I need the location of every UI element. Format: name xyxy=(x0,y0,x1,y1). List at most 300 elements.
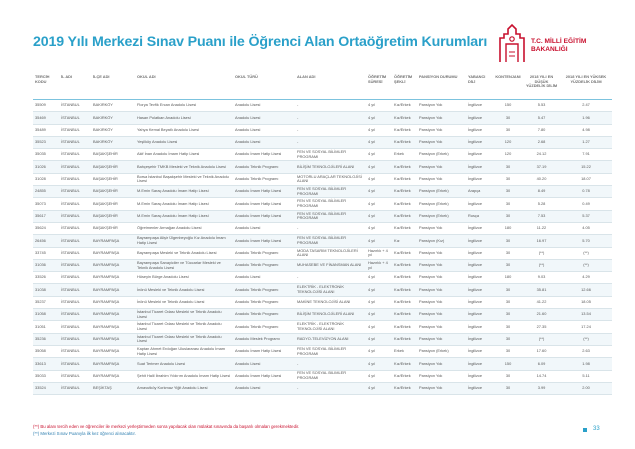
cell-ilce-adi: BAYRAMPAŞA xyxy=(91,235,135,247)
cell-okul-turu: Anadolu Lisesi xyxy=(233,136,295,148)
cell-okul-turu: Anadolu Lisesi xyxy=(233,272,295,284)
cell-pansiyon-durumu: Pansiyon Yok xyxy=(417,382,466,394)
cell-ogretim-sekli: Erkek xyxy=(392,345,417,357)
cell-ilce-adi: BAYRAMPAŞA xyxy=(91,321,135,333)
cell-tercih-kodu: 35624 xyxy=(33,222,59,234)
cell-ogretim-suresi: 4 yıl xyxy=(366,198,392,210)
cell-ogretim-sekli: Kız/Erkek xyxy=(392,247,417,259)
cell-kontenjani: 30 xyxy=(493,309,523,321)
cell-okul-adi: M.Emin Saraç Anadolu İmam Hatip Lisesi xyxy=(135,186,233,198)
table-row xyxy=(33,309,612,321)
cell-okul-adi: Bayrampaşa Alişir Ülgenbeyoğlu Kız Anadolu İmam Hatip Lisesi xyxy=(135,235,233,247)
cell-pansiyon-durumu: Pansiyon Yok xyxy=(417,222,466,234)
header-ogretim-suresi: ÖĞRETİM SÜRESİ xyxy=(366,74,392,100)
cell-okul-adi: M.Emin Saraç Anadolu İmam Hatip Lisesi xyxy=(135,210,233,222)
cell-ilce-adi: BAYRAMPAŞA xyxy=(91,309,135,321)
cell-yabanci-dili: İngilizce xyxy=(466,382,493,394)
cell-pansiyon-durumu: Pansiyon Yok xyxy=(417,358,466,370)
footnote-interview: (**) Bu alanı tercih eden ve öğrenciler ile merkezi yerleştirmeden sonra yapılacak olan mülakat sınavında da başarılı olmaları gerekmektedir. xyxy=(33,424,300,429)
cell-en-yuksek-dilim: 2.63 xyxy=(560,345,612,357)
cell-pansiyon-durumu: Pansiyon Yok xyxy=(417,370,466,382)
cell-yabanci-dili: Rusça xyxy=(466,210,493,222)
cell-ogretim-sekli: Kız/Erkek xyxy=(392,296,417,308)
cell-alan-adi: - xyxy=(295,222,366,234)
cell-yabanci-dili: İngilizce xyxy=(466,296,493,308)
cell-okul-adi: İnönü Mesleki ve Teknik Anadolu Lisesi xyxy=(135,296,233,308)
cell-kontenjani: 30 xyxy=(493,247,523,259)
cell-okul-adi: Akif İnan Anadolu İmam Hatip Lisesi xyxy=(135,149,233,161)
cell-kontenjani: 30 xyxy=(493,173,523,185)
cell-alan-adi: RADYO-TELEVİZYON ALANI xyxy=(295,333,366,345)
cell-en-dusuk-dilim: 9.03 xyxy=(523,272,560,284)
cell-il-adi: İSTANBUL xyxy=(59,358,91,370)
cell-yabanci-dili: İngilizce xyxy=(466,370,493,382)
cell-tercih-kodu: 31028 xyxy=(33,173,59,185)
cell-okul-turu: Anadolu Teknik Programı xyxy=(233,309,295,321)
cell-okul-turu: Anadolu İmam Hatip Lisesi xyxy=(233,186,295,198)
cell-ilce-adi: BAYRAMPAŞA xyxy=(91,358,135,370)
cell-kontenjani: 30 xyxy=(493,161,523,173)
cell-il-adi: İSTANBUL xyxy=(59,321,91,333)
cell-en-dusuk-dilim: 27.35 xyxy=(523,321,560,333)
cell-okul-turu: Anadolu Lisesi xyxy=(233,222,295,234)
header-il-adi: İL ADI xyxy=(59,74,91,100)
table-row xyxy=(33,210,612,222)
cell-ilce-adi: BAKIRKÖY xyxy=(91,100,135,112)
cell-alan-adi: ELEKTRİK - ELEKTRONİK TEKNOLOJİSİ ALANI xyxy=(295,284,366,296)
cell-ilce-adi: BAŞAKŞEHİR xyxy=(91,173,135,185)
cell-alan-adi: BİLİŞİM TEKNOLOJİLERİ ALANI xyxy=(295,309,366,321)
table-row xyxy=(33,259,612,271)
header-ogretim-sekli: ÖĞRETİM ŞEKLİ xyxy=(392,74,417,100)
page-title: 2019 Yılı Merkezi Sınav Puanı ile Öğrenci Alan Ortaöğretim Kurumları xyxy=(33,34,488,50)
cell-il-adi: İSTANBUL xyxy=(59,210,91,222)
cell-okul-adi: Şehit Halil İbrahim Yıldırım Anadolu İmam Hatip Lisesi xyxy=(135,370,233,382)
cell-okul-adi: M.Emin Saraç Anadolu İmam Hatip Lisesi xyxy=(135,198,233,210)
header-en-dusuk-dilim: 2018 YILI EN DÜŞÜK YÜZDELİK DİLİM xyxy=(523,74,560,100)
table-body xyxy=(33,100,612,395)
cell-okul-adi: Öğretmenler Armağan Anadolu Lisesi xyxy=(135,222,233,234)
cell-yabanci-dili: İngilizce xyxy=(466,112,493,124)
cell-okul-turu: Anadolu Teknik Programı xyxy=(233,259,295,271)
cell-il-adi: İSTANBUL xyxy=(59,309,91,321)
cell-ilce-adi: BAŞAKŞEHİR xyxy=(91,210,135,222)
cell-okul-turu: Anadolu Teknik Programı xyxy=(233,161,295,173)
cell-pansiyon-durumu: Pansiyon (Erkek) xyxy=(417,149,466,161)
cell-il-adi: İSTANBUL xyxy=(59,382,91,394)
cell-yabanci-dili: İngilizce xyxy=(466,198,493,210)
cell-en-dusuk-dilim: 16.97 xyxy=(523,235,560,247)
cell-ogretim-suresi: 4 yıl xyxy=(366,284,392,296)
cell-en-yuksek-dilim: 0.78 xyxy=(560,186,612,198)
cell-tercih-kodu: 26456 xyxy=(33,235,59,247)
cell-ogretim-suresi: 4 yıl xyxy=(366,358,392,370)
cell-kontenjani: 30 xyxy=(493,198,523,210)
header-okul-adi: OKUL ADI xyxy=(135,74,233,100)
cell-alan-adi: FEN VE SOSYAL BİLİMLER PROGRAMI xyxy=(295,198,366,210)
cell-ogretim-suresi: 4 yıl xyxy=(366,186,392,198)
cell-en-yuksek-dilim: 13.54 xyxy=(560,309,612,321)
table-row xyxy=(33,382,612,394)
cell-yabanci-dili: İngilizce xyxy=(466,124,493,136)
table-header-row xyxy=(33,74,612,100)
cell-il-adi: İSTANBUL xyxy=(59,161,91,173)
table-row xyxy=(33,186,612,198)
cell-okul-adi: Suat Terimer Anadolu Lisesi xyxy=(135,358,233,370)
ministry-seal-icon xyxy=(497,22,527,64)
cell-tercih-kodu: 33526 xyxy=(33,272,59,284)
table-row xyxy=(33,198,612,210)
table-row xyxy=(33,124,612,136)
cell-okul-turu: Anadolu Lisesi xyxy=(233,112,295,124)
cell-ogretim-suresi: 4 yıl xyxy=(366,370,392,382)
cell-en-dusuk-dilim: 7.80 xyxy=(523,124,560,136)
cell-okul-turu: Anadolu Meslek Programı xyxy=(233,333,295,345)
cell-kontenjani: 30 xyxy=(493,370,523,382)
cell-il-adi: İSTANBUL xyxy=(59,124,91,136)
cell-il-adi: İSTANBUL xyxy=(59,112,91,124)
cell-okul-turu: Anadolu Teknik Programı xyxy=(233,321,295,333)
cell-okul-adi: Hüseyin Bürge Anadolu Lisesi xyxy=(135,272,233,284)
cell-yabanci-dili: İngilizce xyxy=(466,173,493,185)
table-row xyxy=(33,272,612,284)
cell-ogretim-sekli: Kız/Erkek xyxy=(392,124,417,136)
cell-kontenjani: 30 xyxy=(493,210,523,222)
cell-tercih-kodu: 31058 xyxy=(33,309,59,321)
cell-pansiyon-durumu: Pansiyon (Erkek) xyxy=(417,210,466,222)
cell-ogretim-suresi: 4 yıl xyxy=(366,210,392,222)
cell-okul-turu: Anadolu İmam Hatip Lisesi xyxy=(233,210,295,222)
cell-alan-adi: - xyxy=(295,136,366,148)
cell-en-yuksek-dilim: (**) xyxy=(560,333,612,345)
cell-yabanci-dili: İngilizce xyxy=(466,284,493,296)
table-row xyxy=(33,296,612,308)
cell-kontenjani: 150 xyxy=(493,358,523,370)
cell-ogretim-suresi: 4 yıl xyxy=(366,321,392,333)
cell-okul-adi: Arnavutköy Korkmaz Yiğit Anadolu Lisesi xyxy=(135,382,233,394)
cell-tercih-kodu: 35033 xyxy=(33,370,59,382)
cell-en-dusuk-dilim: 2.68 xyxy=(523,136,560,148)
cell-en-dusuk-dilim: 21.60 xyxy=(523,309,560,321)
cell-pansiyon-durumu: Pansiyon Yok xyxy=(417,309,466,321)
cell-en-dusuk-dilim: 8.49 xyxy=(523,186,560,198)
cell-alan-adi: FEN VE SOSYAL BİLİMLER PROGRAMI xyxy=(295,186,366,198)
cell-yabanci-dili: İngilizce xyxy=(466,161,493,173)
cell-alan-adi: MAKİNE TEKNOLOJİSİ ALANI xyxy=(295,296,366,308)
cell-alan-adi: - xyxy=(295,382,366,394)
cell-il-adi: İSTANBUL xyxy=(59,136,91,148)
cell-alan-adi: MUHASEBE VE FİNANSMAN ALANI xyxy=(295,259,366,271)
cell-alan-adi: FEN VE SOSYAL BİLİMLER PROGRAMI xyxy=(295,235,366,247)
cell-ogretim-sekli: Kız/Erkek xyxy=(392,222,417,234)
cell-tercih-kodu: 35523 xyxy=(33,136,59,148)
cell-kontenjani: 150 xyxy=(493,100,523,112)
cell-en-yuksek-dilim: 5.11 xyxy=(560,370,612,382)
cell-pansiyon-durumu: Pansiyon (Erkek) xyxy=(417,198,466,210)
cell-ogretim-sekli: Kız/Erkek xyxy=(392,259,417,271)
cell-en-yuksek-dilim: 1.96 xyxy=(560,112,612,124)
cell-kontenjani: 30 xyxy=(493,296,523,308)
cell-okul-adi: İstanbul Ticaret Odası Mesleki ve Teknik Anadolu Lisesi xyxy=(135,309,233,321)
cell-pansiyon-durumu: Pansiyon Yok xyxy=(417,124,466,136)
cell-en-yuksek-dilim: 12.66 xyxy=(560,284,612,296)
cell-en-yuksek-dilim: 2.00 xyxy=(560,382,612,394)
cell-okul-turu: Anadolu Teknik Programı xyxy=(233,284,295,296)
cell-alan-adi: - xyxy=(295,358,366,370)
cell-okul-adi: Bayrampaşa Sanayiciler ve Tüccarlar Mesleki ve Teknik Anadolu Lisesi xyxy=(135,259,233,271)
cell-yabanci-dili: İngilizce xyxy=(466,149,493,161)
cell-kontenjani: 120 xyxy=(493,149,523,161)
cell-pansiyon-durumu: Pansiyon Yok xyxy=(417,136,466,148)
cell-ogretim-suresi: 4 yıl xyxy=(366,272,392,284)
cell-ilce-adi: BAŞAKŞEHİR xyxy=(91,198,135,210)
cell-pansiyon-durumu: Pansiyon (Kız) xyxy=(417,235,466,247)
table-row xyxy=(33,149,612,161)
cell-ogretim-suresi: 4 yıl xyxy=(366,222,392,234)
page-marker-icon xyxy=(583,428,587,432)
cell-ogretim-sekli: Kız/Erkek xyxy=(392,333,417,345)
cell-ogretim-suresi: 4 yıl xyxy=(366,333,392,345)
header-tercih-kodu: TERCİH KODU xyxy=(33,74,59,100)
cell-en-dusuk-dilim: 7.53 xyxy=(523,210,560,222)
cell-pansiyon-durumu: Pansiyon Yok xyxy=(417,161,466,173)
cell-en-dusuk-dilim: 41.22 xyxy=(523,296,560,308)
cell-okul-adi: İstanbul Ticaret Odası Mesleki ve Teknik Anadolu Lisesi xyxy=(135,321,233,333)
cell-tercih-kodu: 31026 xyxy=(33,161,59,173)
cell-ogretim-suresi: 4 yıl xyxy=(366,136,392,148)
cell-en-yuksek-dilim: (**) xyxy=(560,259,612,271)
ministry-name xyxy=(531,38,586,54)
table-row xyxy=(33,136,612,148)
cell-ogretim-suresi: 4 yıl xyxy=(366,161,392,173)
cell-kontenjani: 30 xyxy=(493,112,523,124)
cell-en-dusuk-dilim: 6.09 xyxy=(523,358,560,370)
cell-ogretim-sekli: Kız/Erkek xyxy=(392,173,417,185)
cell-ogretim-sekli: Kız/Erkek xyxy=(392,382,417,394)
cell-okul-turu: Anadolu Lisesi xyxy=(233,100,295,112)
cell-okul-adi: Hasan Polatkan Anadolu Lisesi xyxy=(135,112,233,124)
cell-tercih-kodu: 35073 xyxy=(33,198,59,210)
cell-alan-adi: - xyxy=(295,100,366,112)
cell-yabanci-dili: Arapça xyxy=(466,186,493,198)
cell-en-dusuk-dilim: 24.12 xyxy=(523,149,560,161)
table-row xyxy=(33,247,612,259)
cell-il-adi: İSTANBUL xyxy=(59,222,91,234)
cell-ogretim-sekli: Erkek xyxy=(392,149,417,161)
table-row xyxy=(33,100,612,112)
cell-ilce-adi: BAYRAMPAŞA xyxy=(91,247,135,259)
cell-okul-adi: Bayrampaşa Mesleki ve Teknik Anadolu Lisesi xyxy=(135,247,233,259)
cell-yabanci-dili: İngilizce xyxy=(466,272,493,284)
cell-en-dusuk-dilim: 3.99 xyxy=(523,382,560,394)
cell-okul-turu: Anadolu Lisesi xyxy=(233,358,295,370)
cell-en-dusuk-dilim: (**) xyxy=(523,247,560,259)
cell-yabanci-dili: İngilizce xyxy=(466,309,493,321)
cell-ogretim-sekli: Kız/Erkek xyxy=(392,321,417,333)
cell-en-yuksek-dilim: 5.70 xyxy=(560,235,612,247)
cell-pansiyon-durumu: Pansiyon Yok xyxy=(417,284,466,296)
cell-ilce-adi: BAYRAMPAŞA xyxy=(91,284,135,296)
table-row xyxy=(33,222,612,234)
cell-en-dusuk-dilim: 5.47 xyxy=(523,112,560,124)
table-row xyxy=(33,173,612,185)
cell-yabanci-dili: İngilizce xyxy=(466,235,493,247)
cell-en-dusuk-dilim: 14.74 xyxy=(523,370,560,382)
cell-okul-turu: Anadolu Lisesi xyxy=(233,124,295,136)
cell-ogretim-suresi: 4 yıl xyxy=(366,100,392,112)
cell-ogretim-suresi: 4 yıl xyxy=(366,112,392,124)
cell-tercih-kodu: 24855 xyxy=(33,186,59,198)
cell-okul-adi: Yeşilköy Anadolu Lisesi xyxy=(135,136,233,148)
cell-yabanci-dili: İngilizce xyxy=(466,100,493,112)
cell-okul-adi: Bahçeşehir TMKB Mesleki ve Teknik Anadolu Lisesi xyxy=(135,161,233,173)
cell-ogretim-sekli: Kız/Erkek xyxy=(392,358,417,370)
cell-ogretim-sekli: Kız/Erkek xyxy=(392,309,417,321)
cell-ogretim-sekli: Kız/Erkek xyxy=(392,370,417,382)
cell-pansiyon-durumu: Pansiyon Yok xyxy=(417,296,466,308)
cell-okul-turu: Anadolu İmam Hatip Lisesi xyxy=(233,149,295,161)
cell-ogretim-suresi: 4 yıl xyxy=(366,296,392,308)
header-alan-adi: ALAN ADI xyxy=(295,74,366,100)
cell-okul-adi: İnönü Mesleki ve Teknik Anadolu Lisesi xyxy=(135,284,233,296)
header-pansiyon-durumu: PANSİYON DURUMU xyxy=(417,74,466,100)
cell-en-yuksek-dilim: 5.37 xyxy=(560,210,612,222)
cell-ogretim-sekli: Kız/Erkek xyxy=(392,161,417,173)
cell-kontenjani: 180 xyxy=(493,222,523,234)
cell-okul-turu: Anadolu İmam Hatip Lisesi xyxy=(233,198,295,210)
cell-ogretim-sekli: Kız/Erkek xyxy=(392,210,417,222)
cell-yabanci-dili: İngilizce xyxy=(466,321,493,333)
cell-tercih-kodu: 33613 xyxy=(33,358,59,370)
cell-ogretim-suresi: 4 yıl xyxy=(366,382,392,394)
header-kontenjani: KONTENJANI xyxy=(493,74,523,100)
cell-en-yuksek-dilim: 4.29 xyxy=(560,272,612,284)
cell-kontenjani: 30 xyxy=(493,333,523,345)
cell-il-adi: İSTANBUL xyxy=(59,173,91,185)
cell-ogretim-sekli: Kız/Erkek xyxy=(392,100,417,112)
cell-pansiyon-durumu: Pansiyon Yok xyxy=(417,112,466,124)
cell-ilce-adi: BAYRAMPAŞA xyxy=(91,296,135,308)
cell-tercih-kodu: 35035 xyxy=(33,149,59,161)
cell-kontenjani: 30 xyxy=(493,382,523,394)
cell-alan-adi: FEN VE SOSYAL BİLİMLER PROGRAMI xyxy=(295,149,366,161)
cell-tercih-kodu: 33524 xyxy=(33,382,59,394)
cell-ilce-adi: BAYRAMPAŞA xyxy=(91,272,135,284)
header-ilce-adi: İLÇE ADI xyxy=(91,74,135,100)
cell-il-adi: İSTANBUL xyxy=(59,272,91,284)
page-number: 33 xyxy=(593,426,600,432)
header-yabanci-dili: YABANCI DİLİ xyxy=(466,74,493,100)
cell-ogretim-suresi: 4 yıl xyxy=(366,235,392,247)
cell-ilce-adi: BAŞAKŞEHİR xyxy=(91,186,135,198)
cell-ogretim-suresi: Hazırlık + 4 yıl xyxy=(366,247,392,259)
cell-ilce-adi: BAKIRKÖY xyxy=(91,124,135,136)
cell-okul-turu: Anadolu İmam Hatip Lisesi xyxy=(233,235,295,247)
cell-yabanci-dili: İngilizce xyxy=(466,345,493,357)
cell-en-yuksek-dilim: 15.22 xyxy=(560,161,612,173)
cell-tercih-kodu: 35489 xyxy=(33,124,59,136)
cell-tercih-kodu: 35469 xyxy=(33,112,59,124)
cell-okul-turu: Anadolu Teknik Programı xyxy=(233,247,295,259)
cell-okul-adi: Borsa İstanbul Başakşehir Mesleki ve Teknik Anadolu Lisesi xyxy=(135,173,233,185)
header-okul-turu: OKUL TÜRÜ xyxy=(233,74,295,100)
cell-pansiyon-durumu: Pansiyon Yok xyxy=(417,259,466,271)
cell-okul-adi: Florya Tevfik Ercan Anadolu Lisesi xyxy=(135,100,233,112)
cell-ogretim-suresi: 4 yıl xyxy=(366,149,392,161)
cell-okul-turu: Anadolu İmam Hatip Lisesi xyxy=(233,345,295,357)
cell-tercih-kodu: 35237 xyxy=(33,296,59,308)
cell-ogretim-sekli: Kız/Erkek xyxy=(392,198,417,210)
cell-ilce-adi: BAKIRKÖY xyxy=(91,136,135,148)
cell-tercih-kodu: 35236 xyxy=(33,333,59,345)
cell-alan-adi: FEN VE SOSYAL BİLİMLER PROGRAMI xyxy=(295,210,366,222)
cell-en-yuksek-dilim: 1.98 xyxy=(560,358,612,370)
cell-en-dusuk-dilim: (**) xyxy=(523,259,560,271)
cell-en-dusuk-dilim: 37.19 xyxy=(523,161,560,173)
cell-en-yuksek-dilim: 7.91 xyxy=(560,149,612,161)
cell-ogretim-sekli: Kız/Erkek xyxy=(392,136,417,148)
cell-ilce-adi: BAYRAMPAŞA xyxy=(91,370,135,382)
cell-pansiyon-durumu: Pansiyon (Erkek) xyxy=(417,345,466,357)
cell-il-adi: İSTANBUL xyxy=(59,235,91,247)
cell-pansiyon-durumu: Pansiyon Yok xyxy=(417,100,466,112)
cell-yabanci-dili: İngilizce xyxy=(466,333,493,345)
cell-okul-turu: Anadolu Teknik Programı xyxy=(233,296,295,308)
cell-il-adi: İSTANBUL xyxy=(59,296,91,308)
cell-ogretim-sekli: Kız/Erkek xyxy=(392,284,417,296)
cell-en-dusuk-dilim: (**) xyxy=(523,333,560,345)
cell-tercih-kodu: 31038 xyxy=(33,284,59,296)
cell-ilce-adi: BAŞAKŞEHİR xyxy=(91,222,135,234)
cell-alan-adi: BİLİŞİM TEKNOLOJİLERİ ALANI xyxy=(295,161,366,173)
cell-en-dusuk-dilim: 35.81 xyxy=(523,284,560,296)
cell-yabanci-dili: İngilizce xyxy=(466,222,493,234)
cell-kontenjani: 30 xyxy=(493,186,523,198)
cell-en-dusuk-dilim: 5.28 xyxy=(523,198,560,210)
cell-il-adi: İSTANBUL xyxy=(59,345,91,357)
cell-alan-adi: MODA TASARIM TEKNOLOJİLERİ ALANI xyxy=(295,247,366,259)
cell-kontenjani: 30 xyxy=(493,345,523,357)
cell-okul-turu: Anadolu Teknik Programı xyxy=(233,173,295,185)
cell-il-adi: İSTANBUL xyxy=(59,198,91,210)
cell-ogretim-sekli: Kız/Erkek xyxy=(392,112,417,124)
cell-il-adi: İSTANBUL xyxy=(59,333,91,345)
cell-pansiyon-durumu: Pansiyon Yok xyxy=(417,173,466,185)
cell-il-adi: İSTANBUL xyxy=(59,284,91,296)
table-row xyxy=(33,161,612,173)
cell-alan-adi: - xyxy=(295,272,366,284)
cell-il-adi: İSTANBUL xyxy=(59,370,91,382)
cell-en-yuksek-dilim: 18.05 xyxy=(560,296,612,308)
cell-tercih-kodu: 31051 xyxy=(33,321,59,333)
cell-ogretim-suresi: 4 yıl xyxy=(366,124,392,136)
table-row xyxy=(33,345,612,357)
cell-kontenjani: 180 xyxy=(493,272,523,284)
cell-ogretim-sekli: Kız/Erkek xyxy=(392,186,417,198)
cell-ilce-adi: BAYRAMPAŞA xyxy=(91,259,135,271)
cell-en-yuksek-dilim: 18.07 xyxy=(560,173,612,185)
cell-kontenjani: 30 xyxy=(493,321,523,333)
cell-en-dusuk-dilim: 40.20 xyxy=(523,173,560,185)
cell-kontenjani: 30 xyxy=(493,284,523,296)
cell-pansiyon-durumu: Pansiyon Yok xyxy=(417,321,466,333)
cell-en-yuksek-dilim: 4.98 xyxy=(560,124,612,136)
cell-en-yuksek-dilim: 1.27 xyxy=(560,136,612,148)
cell-okul-turu: Anadolu Lisesi xyxy=(233,382,295,394)
cell-tercih-kodu: 35617 xyxy=(33,210,59,222)
cell-ogretim-suresi: 4 yıl xyxy=(366,345,392,357)
footnote-first-time: (**) Merkezi Sınav Puanıyla ilk kez öğrenci alınacaktır. xyxy=(33,431,136,436)
